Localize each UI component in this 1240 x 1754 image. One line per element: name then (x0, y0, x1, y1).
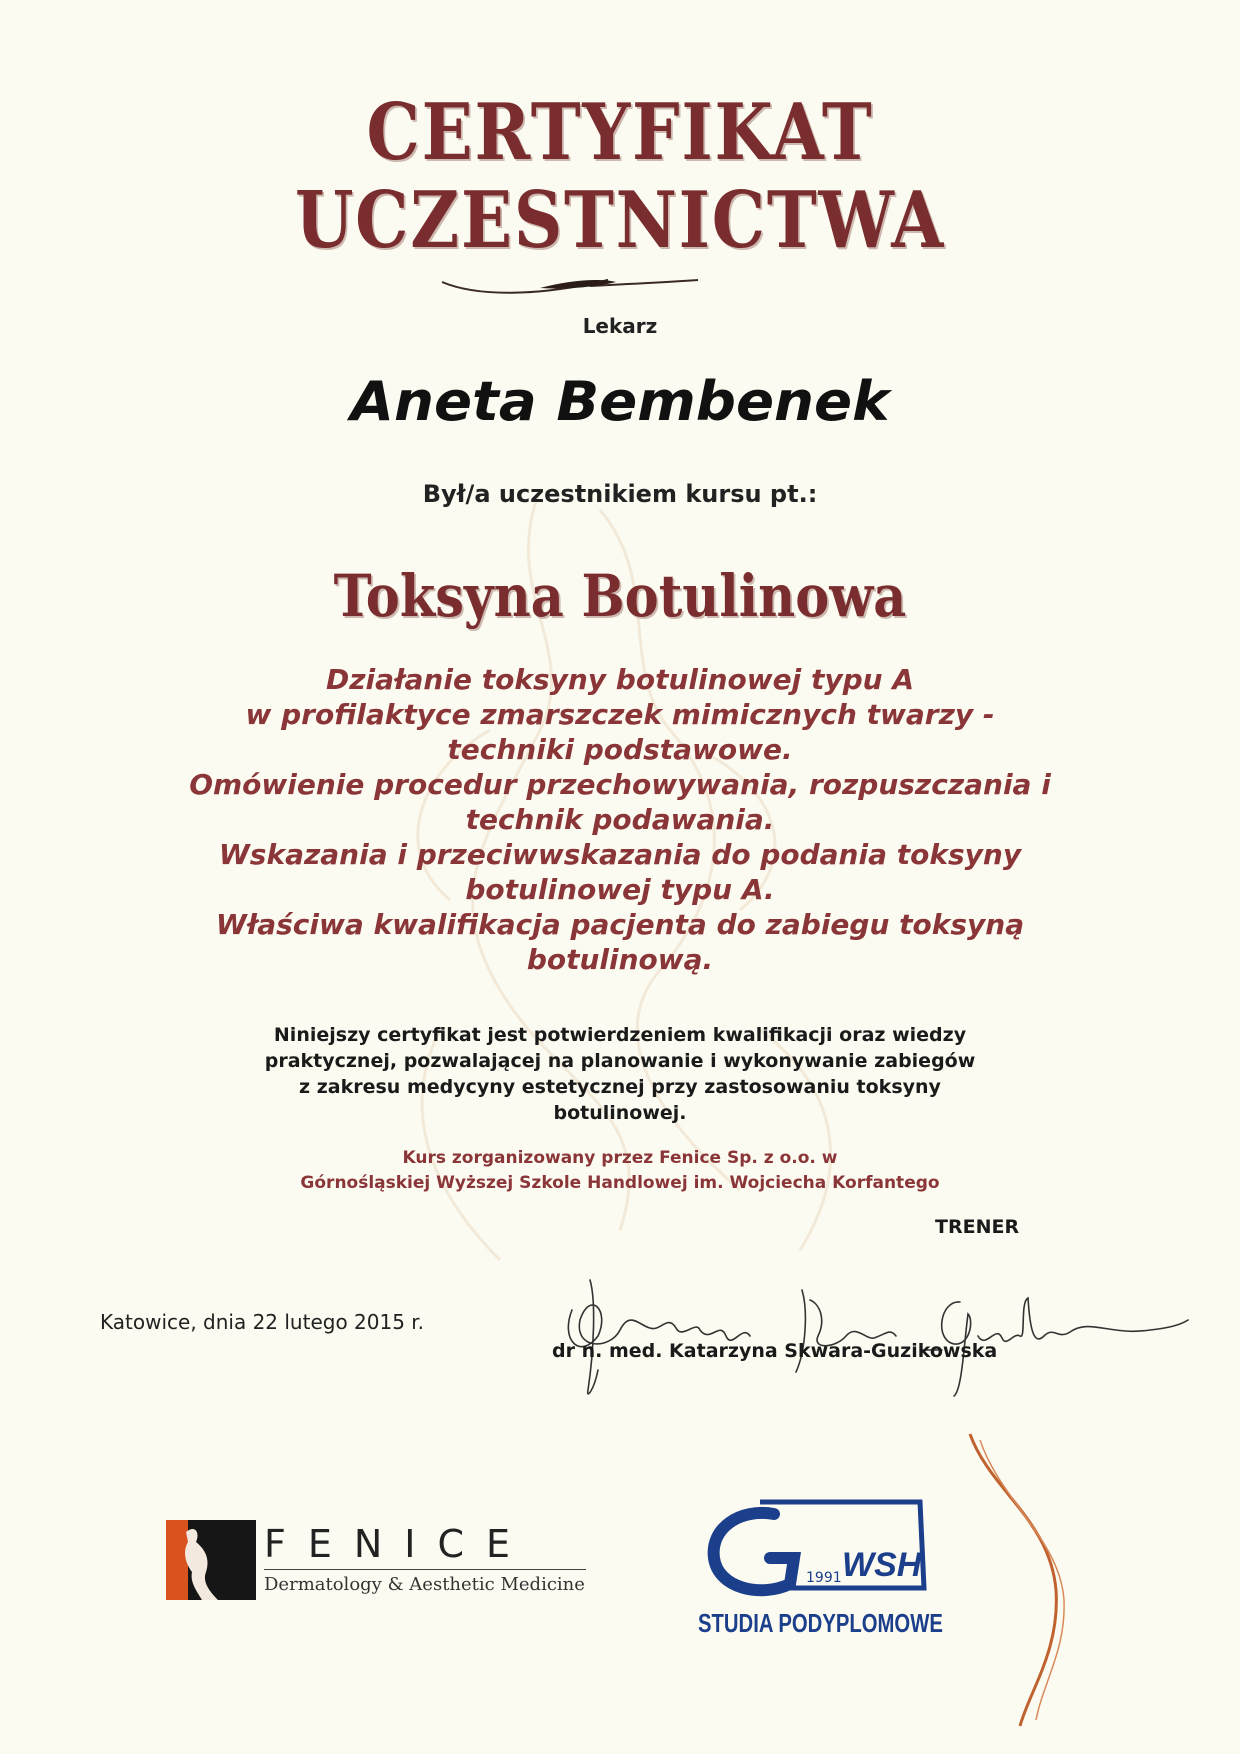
course-topics (120, 662, 1120, 977)
gwsh-initials: WSH (842, 1546, 922, 1584)
fenice-tagline: Dermatology & Aesthetic Medicine (264, 1574, 585, 1595)
recipient-role: Lekarz (582, 314, 658, 338)
place-and-date: Katowice, dnia 22 lutego 2015 r. (100, 1310, 425, 1334)
statement-line: praktycznej, pozwalającej na planowanie i wykonywanie zabiegów (264, 1050, 976, 1072)
topic-line: Właściwa kwalifikacja pacjenta do zabiegu toksyną (215, 908, 1025, 941)
qualification-statement (200, 1022, 1040, 1126)
course-title: Toksyna Botulinowa (333, 562, 907, 630)
topic-line: botulinowej typu A. (465, 873, 775, 906)
gwsh-caption: STUDIA PODYPLOMOWE (698, 1608, 943, 1638)
topic-line: w profilaktyce zmarszczek mimicznych twarzy - (245, 698, 995, 731)
topic-line: botulinową. (526, 943, 714, 976)
organizer-line: Kurs zorganizowany przez Fenice Sp. z o.o. w (402, 1148, 838, 1168)
course-intro: Był/a uczestnikiem kursu pt.: (422, 480, 818, 508)
organizer-line: Górnośląskiej Wyższej Szkole Handlowej im. Wojciecha Korfantego (300, 1173, 940, 1193)
trainer-label: TRENER (935, 1216, 1020, 1238)
topic-line: technik podawania. (465, 803, 775, 836)
trainer-name: dr n. med. Katarzyna Skwara-Guzikowska (552, 1340, 998, 1362)
topic-line: Wskazania i przeciwwskazania do podania toksyny (218, 838, 1022, 871)
gwsh-year: 1991 (806, 1570, 842, 1586)
decorative-swash (440, 272, 700, 302)
fenice-logo (166, 1520, 586, 1600)
organizer-note (160, 1146, 1080, 1196)
fenice-wordmark: FENICE (264, 1522, 533, 1566)
statement-line: Niniejszy certyfikat jest potwierdzeniem kwalifikacji oraz wiedzy (273, 1024, 967, 1046)
recipient-name: Aneta Bembenek (350, 370, 890, 433)
topic-line: Działanie toksyny botulinowej typu A (326, 663, 914, 696)
fenice-divider (264, 1569, 586, 1570)
statement-line: z zakresu medycyny estetycznej przy zastosowaniu toksyny (299, 1076, 941, 1098)
fenice-figure-icon (166, 1520, 256, 1600)
statement-line: botulinowej. (553, 1102, 687, 1124)
certificate-title-line-1: CERTYFIKAT (366, 87, 874, 178)
trainer-signature (550, 1240, 1190, 1400)
topic-line: Omówienie procedur przechowywania, rozpuszczania i (189, 768, 1051, 801)
decorative-flourish (960, 1430, 1080, 1730)
topic-line: techniki podstawowe. (447, 733, 793, 766)
certificate-title-line-2: UCZESTNICTWA (294, 175, 946, 266)
